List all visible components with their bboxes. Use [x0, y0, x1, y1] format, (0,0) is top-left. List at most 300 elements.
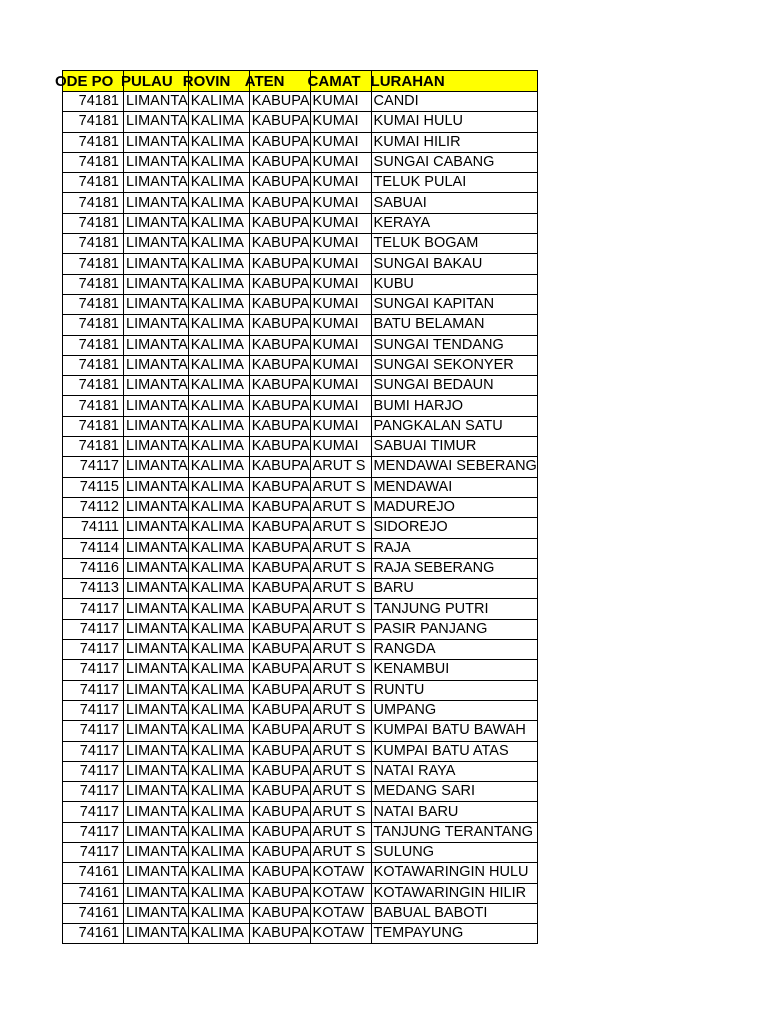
- cell-kabupaten[interactable]: KABUPA: [249, 152, 310, 172]
- cell-kelurahan[interactable]: RUNTU: [371, 680, 537, 700]
- cell-kelurahan[interactable]: KERAYA: [371, 213, 537, 233]
- cell-kelurahan[interactable]: SULUNG: [371, 842, 537, 862]
- cell-kode-pos[interactable]: 74117: [63, 741, 124, 761]
- cell-kelurahan[interactable]: TEMPAYUNG: [371, 924, 537, 944]
- cell-kecamatan[interactable]: KUMAI: [310, 355, 371, 375]
- table-row: [63, 863, 538, 883]
- table-row: [63, 173, 538, 193]
- cell-kode-pos[interactable]: 74181: [63, 416, 124, 436]
- cell-kode-pos[interactable]: 74117: [63, 782, 124, 802]
- cell-kecamatan[interactable]: KUMAI: [310, 152, 371, 172]
- table-row: [63, 700, 538, 720]
- cell-kode-pos[interactable]: 74181: [63, 234, 124, 254]
- cell-kelurahan[interactable]: PANGKALAN SATU: [371, 416, 537, 436]
- header-kelurahan[interactable]: LURAHAN: [371, 71, 537, 92]
- cell-provinsi[interactable]: KALIMA: [188, 497, 249, 517]
- table-row: [63, 335, 538, 355]
- header-kode-pos[interactable]: ODE PO: [63, 71, 124, 92]
- cell-kelurahan[interactable]: SIDOREJO: [371, 518, 537, 538]
- cell-kelurahan[interactable]: NATAI RAYA: [371, 761, 537, 781]
- cell-kode-pos[interactable]: 74181: [63, 396, 124, 416]
- cell-kelurahan[interactable]: UMPANG: [371, 700, 537, 720]
- table-row: [63, 315, 538, 335]
- table-row: [63, 294, 538, 314]
- cell-provinsi[interactable]: KALIMA: [188, 822, 249, 842]
- cell-pulau[interactable]: LIMANTA: [124, 193, 189, 213]
- cell-kelurahan[interactable]: KUMAI HULU: [371, 112, 537, 132]
- cell-pulau[interactable]: LIMANTA: [124, 802, 189, 822]
- table-row: [63, 619, 538, 639]
- cell-kecamatan[interactable]: KUMAI: [310, 437, 371, 457]
- cell-kabupaten[interactable]: KABUPA: [249, 903, 310, 923]
- cell-provinsi[interactable]: KALIMA: [188, 112, 249, 132]
- cell-kabupaten[interactable]: KABUPA: [249, 822, 310, 842]
- cell-pulau[interactable]: LIMANTA: [124, 112, 189, 132]
- table-row: [63, 92, 538, 112]
- cell-kelurahan[interactable]: SUNGAI TENDANG: [371, 335, 537, 355]
- cell-provinsi[interactable]: KALIMA: [188, 619, 249, 639]
- cell-provinsi[interactable]: KALIMA: [188, 396, 249, 416]
- cell-kabupaten[interactable]: KABUPA: [249, 518, 310, 538]
- cell-provinsi[interactable]: KALIMA: [188, 132, 249, 152]
- cell-pulau[interactable]: LIMANTA: [124, 640, 189, 660]
- cell-provinsi[interactable]: KALIMA: [188, 457, 249, 477]
- cell-kode-pos[interactable]: 74117: [63, 599, 124, 619]
- cell-pulau[interactable]: LIMANTA: [124, 660, 189, 680]
- cell-kelurahan[interactable]: KUBU: [371, 274, 537, 294]
- cell-kecamatan[interactable]: ARUT S: [310, 761, 371, 781]
- cell-provinsi[interactable]: KALIMA: [188, 315, 249, 335]
- cell-kode-pos[interactable]: 74181: [63, 213, 124, 233]
- cell-kabupaten[interactable]: KABUPA: [249, 599, 310, 619]
- table-row: [63, 822, 538, 842]
- cell-kecamatan[interactable]: ARUT S: [310, 680, 371, 700]
- cell-kabupaten[interactable]: KABUPA: [249, 497, 310, 517]
- table-row: [63, 558, 538, 578]
- cell-kecamatan[interactable]: ARUT S: [310, 619, 371, 639]
- cell-kode-pos[interactable]: 74112: [63, 497, 124, 517]
- table-row: [63, 457, 538, 477]
- cell-provinsi[interactable]: KALIMA: [188, 558, 249, 578]
- cell-kelurahan[interactable]: RANGDA: [371, 640, 537, 660]
- cell-provinsi[interactable]: KALIMA: [188, 599, 249, 619]
- cell-kode-pos[interactable]: 74117: [63, 721, 124, 741]
- cell-provinsi[interactable]: KALIMA: [188, 518, 249, 538]
- cell-kecamatan[interactable]: ARUT S: [310, 842, 371, 862]
- cell-kelurahan[interactable]: KOTAWARINGIN HILIR: [371, 883, 537, 903]
- cell-kode-pos[interactable]: 74117: [63, 700, 124, 720]
- cell-pulau[interactable]: LIMANTA: [124, 213, 189, 233]
- cell-kabupaten[interactable]: KABUPA: [249, 457, 310, 477]
- cell-kelurahan[interactable]: PASIR PANJANG: [371, 619, 537, 639]
- cell-kabupaten[interactable]: KABUPA: [249, 782, 310, 802]
- cell-kelurahan[interactable]: MADUREJO: [371, 497, 537, 517]
- cell-kode-pos[interactable]: 74181: [63, 274, 124, 294]
- cell-kabupaten[interactable]: KABUPA: [249, 802, 310, 822]
- cell-kelurahan[interactable]: TELUK BOGAM: [371, 234, 537, 254]
- cell-kode-pos[interactable]: 74161: [63, 863, 124, 883]
- table-row: [63, 193, 538, 213]
- cell-kelurahan[interactable]: SUNGAI SEKONYER: [371, 355, 537, 375]
- cell-kabupaten[interactable]: KABUPA: [249, 376, 310, 396]
- header-kecamatan[interactable]: CAMAT: [310, 71, 371, 92]
- cell-kelurahan[interactable]: KOTAWARINGIN HULU: [371, 863, 537, 883]
- cell-kabupaten[interactable]: KABUPA: [249, 883, 310, 903]
- cell-kabupaten[interactable]: KABUPA: [249, 335, 310, 355]
- table-row: [63, 660, 538, 680]
- cell-provinsi[interactable]: KALIMA: [188, 477, 249, 497]
- cell-kecamatan[interactable]: ARUT S: [310, 579, 371, 599]
- table-row: [63, 741, 538, 761]
- cell-provinsi[interactable]: KALIMA: [188, 741, 249, 761]
- cell-kelurahan[interactable]: CANDI: [371, 92, 537, 112]
- cell-kode-pos[interactable]: 74114: [63, 538, 124, 558]
- cell-pulau[interactable]: LIMANTA: [124, 741, 189, 761]
- cell-kode-pos[interactable]: 74116: [63, 558, 124, 578]
- cell-kabupaten[interactable]: KABUPA: [249, 294, 310, 314]
- table-row: [63, 152, 538, 172]
- cell-kecamatan[interactable]: ARUT S: [310, 538, 371, 558]
- cell-kode-pos[interactable]: 74181: [63, 254, 124, 274]
- cell-kode-pos[interactable]: 74117: [63, 660, 124, 680]
- cell-kelurahan[interactable]: SUNGAI CABANG: [371, 152, 537, 172]
- table-row: [63, 213, 538, 233]
- cell-pulau[interactable]: LIMANTA: [124, 619, 189, 639]
- cell-provinsi[interactable]: KALIMA: [188, 842, 249, 862]
- table-row: [63, 640, 538, 660]
- cell-kode-pos[interactable]: 74117: [63, 640, 124, 660]
- cell-pulau[interactable]: LIMANTA: [124, 782, 189, 802]
- cell-kabupaten[interactable]: KABUPA: [249, 234, 310, 254]
- cell-pulau[interactable]: LIMANTA: [124, 518, 189, 538]
- table-row: [63, 274, 538, 294]
- cell-kecamatan[interactable]: ARUT S: [310, 782, 371, 802]
- cell-pulau[interactable]: LIMANTA: [124, 152, 189, 172]
- cell-pulau[interactable]: LIMANTA: [124, 558, 189, 578]
- cell-pulau[interactable]: LIMANTA: [124, 173, 189, 193]
- cell-provinsi[interactable]: KALIMA: [188, 660, 249, 680]
- cell-kecamatan[interactable]: ARUT S: [310, 518, 371, 538]
- cell-pulau[interactable]: LIMANTA: [124, 903, 189, 923]
- table-row: [63, 924, 538, 944]
- cell-kode-pos[interactable]: 74117: [63, 680, 124, 700]
- cell-pulau[interactable]: LIMANTA: [124, 376, 189, 396]
- cell-provinsi[interactable]: KALIMA: [188, 213, 249, 233]
- cell-kelurahan[interactable]: BARU: [371, 579, 537, 599]
- cell-provinsi[interactable]: KALIMA: [188, 335, 249, 355]
- cell-kelurahan[interactable]: RAJA: [371, 538, 537, 558]
- cell-kecamatan[interactable]: KUMAI: [310, 132, 371, 152]
- cell-provinsi[interactable]: KALIMA: [188, 903, 249, 923]
- cell-pulau[interactable]: LIMANTA: [124, 497, 189, 517]
- cell-kabupaten[interactable]: KABUPA: [249, 213, 310, 233]
- cell-kabupaten[interactable]: KABUPA: [249, 863, 310, 883]
- cell-kabupaten[interactable]: KABUPA: [249, 254, 310, 274]
- cell-kabupaten[interactable]: KABUPA: [249, 700, 310, 720]
- cell-kecamatan[interactable]: KUMAI: [310, 234, 371, 254]
- cell-kode-pos[interactable]: 74181: [63, 437, 124, 457]
- cell-provinsi[interactable]: KALIMA: [188, 92, 249, 112]
- cell-kabupaten[interactable]: KABUPA: [249, 721, 310, 741]
- cell-kelurahan[interactable]: BABUAL BABOTI: [371, 903, 537, 923]
- cell-kelurahan[interactable]: KENAMBUI: [371, 660, 537, 680]
- cell-kode-pos[interactable]: 74181: [63, 92, 124, 112]
- cell-kelurahan[interactable]: KUMPAI BATU ATAS: [371, 741, 537, 761]
- cell-kabupaten[interactable]: KABUPA: [249, 132, 310, 152]
- cell-kode-pos[interactable]: 74181: [63, 335, 124, 355]
- cell-pulau[interactable]: LIMANTA: [124, 579, 189, 599]
- cell-kabupaten[interactable]: KABUPA: [249, 619, 310, 639]
- cell-kode-pos[interactable]: 74181: [63, 193, 124, 213]
- cell-kode-pos[interactable]: 74117: [63, 842, 124, 862]
- table-row: [63, 518, 538, 538]
- cell-provinsi[interactable]: KALIMA: [188, 193, 249, 213]
- table-row: [63, 579, 538, 599]
- cell-kode-pos[interactable]: 74181: [63, 294, 124, 314]
- cell-kode-pos[interactable]: 74115: [63, 477, 124, 497]
- cell-kode-pos[interactable]: 74161: [63, 883, 124, 903]
- cell-pulau[interactable]: LIMANTA: [124, 700, 189, 720]
- table-row: [63, 477, 538, 497]
- cell-kecamatan[interactable]: KOTAW: [310, 903, 371, 923]
- cell-kecamatan[interactable]: ARUT S: [310, 822, 371, 842]
- cell-kelurahan[interactable]: RAJA SEBERANG: [371, 558, 537, 578]
- cell-kelurahan[interactable]: MEDANG SARI: [371, 782, 537, 802]
- cell-provinsi[interactable]: KALIMA: [188, 355, 249, 375]
- cell-kabupaten[interactable]: KABUPA: [249, 315, 310, 335]
- cell-provinsi[interactable]: KALIMA: [188, 700, 249, 720]
- table-row: [63, 761, 538, 781]
- cell-provinsi[interactable]: KALIMA: [188, 924, 249, 944]
- table-row: [63, 599, 538, 619]
- cell-pulau[interactable]: LIMANTA: [124, 274, 189, 294]
- cell-kelurahan[interactable]: TANJUNG TERANTANG: [371, 822, 537, 842]
- cell-kabupaten[interactable]: KABUPA: [249, 92, 310, 112]
- cell-kecamatan[interactable]: KUMAI: [310, 376, 371, 396]
- cell-kecamatan[interactable]: KUMAI: [310, 315, 371, 335]
- cell-provinsi[interactable]: KALIMA: [188, 152, 249, 172]
- cell-pulau[interactable]: LIMANTA: [124, 680, 189, 700]
- cell-kelurahan[interactable]: BATU BELAMAN: [371, 315, 537, 335]
- cell-kecamatan[interactable]: KUMAI: [310, 173, 371, 193]
- cell-kecamatan[interactable]: ARUT S: [310, 721, 371, 741]
- cell-kecamatan[interactable]: KOTAW: [310, 863, 371, 883]
- cell-kecamatan[interactable]: KUMAI: [310, 112, 371, 132]
- cell-provinsi[interactable]: KALIMA: [188, 721, 249, 741]
- cell-pulau[interactable]: LIMANTA: [124, 924, 189, 944]
- cell-kelurahan[interactable]: SABUAI: [371, 193, 537, 213]
- table-row: [63, 396, 538, 416]
- cell-kelurahan[interactable]: SUNGAI KAPITAN: [371, 294, 537, 314]
- cell-provinsi[interactable]: KALIMA: [188, 761, 249, 781]
- cell-kabupaten[interactable]: KABUPA: [249, 741, 310, 761]
- cell-kode-pos[interactable]: 74181: [63, 315, 124, 335]
- cell-kecamatan[interactable]: KUMAI: [310, 416, 371, 436]
- cell-kelurahan[interactable]: SUNGAI BAKAU: [371, 254, 537, 274]
- cell-kecamatan[interactable]: ARUT S: [310, 802, 371, 822]
- table-row: [63, 903, 538, 923]
- cell-kelurahan[interactable]: NATAI BARU: [371, 802, 537, 822]
- cell-kecamatan[interactable]: ARUT S: [310, 497, 371, 517]
- cell-kelurahan[interactable]: BUMI HARJO: [371, 396, 537, 416]
- header-pulau[interactable]: PULAU: [124, 71, 189, 92]
- cell-kabupaten[interactable]: KABUPA: [249, 924, 310, 944]
- cell-kabupaten[interactable]: KABUPA: [249, 538, 310, 558]
- cell-kecamatan[interactable]: KUMAI: [310, 396, 371, 416]
- cell-kabupaten[interactable]: KABUPA: [249, 396, 310, 416]
- cell-kabupaten[interactable]: KABUPA: [249, 842, 310, 862]
- cell-kabupaten[interactable]: KABUPA: [249, 761, 310, 781]
- cell-pulau[interactable]: LIMANTA: [124, 842, 189, 862]
- cell-kelurahan[interactable]: TELUK PULAI: [371, 173, 537, 193]
- cell-provinsi[interactable]: KALIMA: [188, 416, 249, 436]
- table-row: [63, 254, 538, 274]
- cell-kode-pos[interactable]: 74111: [63, 518, 124, 538]
- cell-kabupaten[interactable]: KABUPA: [249, 640, 310, 660]
- cell-pulau[interactable]: LIMANTA: [124, 335, 189, 355]
- cell-kode-pos[interactable]: 74161: [63, 903, 124, 923]
- cell-kecamatan[interactable]: KUMAI: [310, 294, 371, 314]
- cell-kelurahan[interactable]: KUMPAI BATU BAWAH: [371, 721, 537, 741]
- cell-kode-pos[interactable]: 74181: [63, 173, 124, 193]
- cell-provinsi[interactable]: KALIMA: [188, 376, 249, 396]
- cell-provinsi[interactable]: KALIMA: [188, 680, 249, 700]
- table-row: [63, 782, 538, 802]
- cell-pulau[interactable]: LIMANTA: [124, 477, 189, 497]
- cell-pulau[interactable]: LIMANTA: [124, 294, 189, 314]
- cell-pulau[interactable]: LIMANTA: [124, 761, 189, 781]
- cell-kecamatan[interactable]: KUMAI: [310, 92, 371, 112]
- cell-pulau[interactable]: LIMANTA: [124, 863, 189, 883]
- cell-kode-pos[interactable]: 74113: [63, 579, 124, 599]
- cell-kabupaten[interactable]: KABUPA: [249, 660, 310, 680]
- cell-pulau[interactable]: LIMANTA: [124, 538, 189, 558]
- cell-kecamatan[interactable]: ARUT S: [310, 640, 371, 660]
- cell-kecamatan[interactable]: ARUT S: [310, 457, 371, 477]
- cell-kecamatan[interactable]: ARUT S: [310, 599, 371, 619]
- cell-kecamatan[interactable]: KUMAI: [310, 274, 371, 294]
- cell-pulau[interactable]: LIMANTA: [124, 315, 189, 335]
- cell-kode-pos[interactable]: 74117: [63, 761, 124, 781]
- cell-provinsi[interactable]: KALIMA: [188, 294, 249, 314]
- cell-pulau[interactable]: LIMANTA: [124, 234, 189, 254]
- cell-kode-pos[interactable]: 74117: [63, 802, 124, 822]
- cell-kabupaten[interactable]: KABUPA: [249, 477, 310, 497]
- cell-kabupaten[interactable]: KABUPA: [249, 193, 310, 213]
- cell-provinsi[interactable]: KALIMA: [188, 437, 249, 457]
- spreadsheet-table: [55, 70, 538, 944]
- cell-pulau[interactable]: LIMANTA: [124, 355, 189, 375]
- table-row: [63, 112, 538, 132]
- cell-kode-pos[interactable]: 74181: [63, 112, 124, 132]
- table-row: [63, 842, 538, 862]
- cell-pulau[interactable]: LIMANTA: [124, 457, 189, 477]
- cell-kecamatan[interactable]: KUMAI: [310, 193, 371, 213]
- table-row: [63, 721, 538, 741]
- cell-pulau[interactable]: LIMANTA: [124, 396, 189, 416]
- cell-provinsi[interactable]: KALIMA: [188, 234, 249, 254]
- cell-kode-pos[interactable]: 74161: [63, 924, 124, 944]
- cell-provinsi[interactable]: KALIMA: [188, 863, 249, 883]
- cell-pulau[interactable]: LIMANTA: [124, 883, 189, 903]
- table-body: [55, 71, 538, 944]
- cell-kabupaten[interactable]: KABUPA: [249, 558, 310, 578]
- cell-provinsi[interactable]: KALIMA: [188, 173, 249, 193]
- cell-kabupaten[interactable]: KABUPA: [249, 416, 310, 436]
- cell-kecamatan[interactable]: ARUT S: [310, 700, 371, 720]
- cell-pulau[interactable]: LIMANTA: [124, 721, 189, 741]
- cell-kelurahan[interactable]: TANJUNG PUTRI: [371, 599, 537, 619]
- table-row: [63, 132, 538, 152]
- cell-kecamatan[interactable]: KOTAW: [310, 924, 371, 944]
- cell-kabupaten[interactable]: KABUPA: [249, 579, 310, 599]
- header-row: [63, 71, 538, 92]
- cell-kecamatan[interactable]: KOTAW: [310, 883, 371, 903]
- cell-pulau[interactable]: LIMANTA: [124, 437, 189, 457]
- cell-kecamatan[interactable]: KUMAI: [310, 213, 371, 233]
- cell-kode-pos[interactable]: 74181: [63, 152, 124, 172]
- table-row: [63, 497, 538, 517]
- cell-kecamatan[interactable]: KUMAI: [310, 335, 371, 355]
- cell-provinsi[interactable]: KALIMA: [188, 274, 249, 294]
- cell-kecamatan[interactable]: ARUT S: [310, 741, 371, 761]
- cell-provinsi[interactable]: KALIMA: [188, 802, 249, 822]
- cell-kode-pos[interactable]: 74181: [63, 132, 124, 152]
- header-provinsi[interactable]: ROVIN: [188, 71, 249, 92]
- table-row: [63, 355, 538, 375]
- cell-kode-pos[interactable]: 74117: [63, 457, 124, 477]
- cell-kabupaten[interactable]: KABUPA: [249, 173, 310, 193]
- cell-provinsi[interactable]: KALIMA: [188, 782, 249, 802]
- cell-kecamatan[interactable]: KUMAI: [310, 254, 371, 274]
- cell-kode-pos[interactable]: 74181: [63, 376, 124, 396]
- table-row: [63, 538, 538, 558]
- cell-kabupaten[interactable]: KABUPA: [249, 274, 310, 294]
- cell-kabupaten[interactable]: KABUPA: [249, 355, 310, 375]
- cell-kelurahan[interactable]: MENDAWAI SEBERANG: [371, 457, 537, 477]
- cell-kelurahan[interactable]: SABUAI TIMUR: [371, 437, 537, 457]
- cell-provinsi[interactable]: KALIMA: [188, 254, 249, 274]
- table-row: [63, 234, 538, 254]
- cell-kelurahan[interactable]: SUNGAI BEDAUN: [371, 376, 537, 396]
- cell-kecamatan[interactable]: ARUT S: [310, 660, 371, 680]
- table-row: [63, 802, 538, 822]
- cell-pulau[interactable]: LIMANTA: [124, 92, 189, 112]
- cell-kecamatan[interactable]: ARUT S: [310, 558, 371, 578]
- table-row: [63, 416, 538, 436]
- cell-pulau[interactable]: LIMANTA: [124, 254, 189, 274]
- cell-kabupaten[interactable]: KABUPA: [249, 437, 310, 457]
- cell-provinsi[interactable]: KALIMA: [188, 538, 249, 558]
- table-row: [63, 376, 538, 396]
- cell-kode-pos[interactable]: 74117: [63, 822, 124, 842]
- cell-pulau[interactable]: LIMANTA: [124, 822, 189, 842]
- cell-pulau[interactable]: LIMANTA: [124, 132, 189, 152]
- cell-kode-pos[interactable]: 74181: [63, 355, 124, 375]
- cell-pulau[interactable]: LIMANTA: [124, 416, 189, 436]
- cell-pulau[interactable]: LIMANTA: [124, 599, 189, 619]
- cell-kecamatan[interactable]: ARUT S: [310, 477, 371, 497]
- cell-kabupaten[interactable]: KABUPA: [249, 112, 310, 132]
- cell-kelurahan[interactable]: KUMAI HILIR: [371, 132, 537, 152]
- header-kabupaten[interactable]: ATEN: [249, 71, 310, 92]
- cell-kode-pos[interactable]: 74117: [63, 619, 124, 639]
- cell-kelurahan[interactable]: MENDAWAI: [371, 477, 537, 497]
- cell-provinsi[interactable]: KALIMA: [188, 883, 249, 903]
- cell-kabupaten[interactable]: KABUPA: [249, 680, 310, 700]
- cell-provinsi[interactable]: KALIMA: [188, 579, 249, 599]
- cell-provinsi[interactable]: KALIMA: [188, 640, 249, 660]
